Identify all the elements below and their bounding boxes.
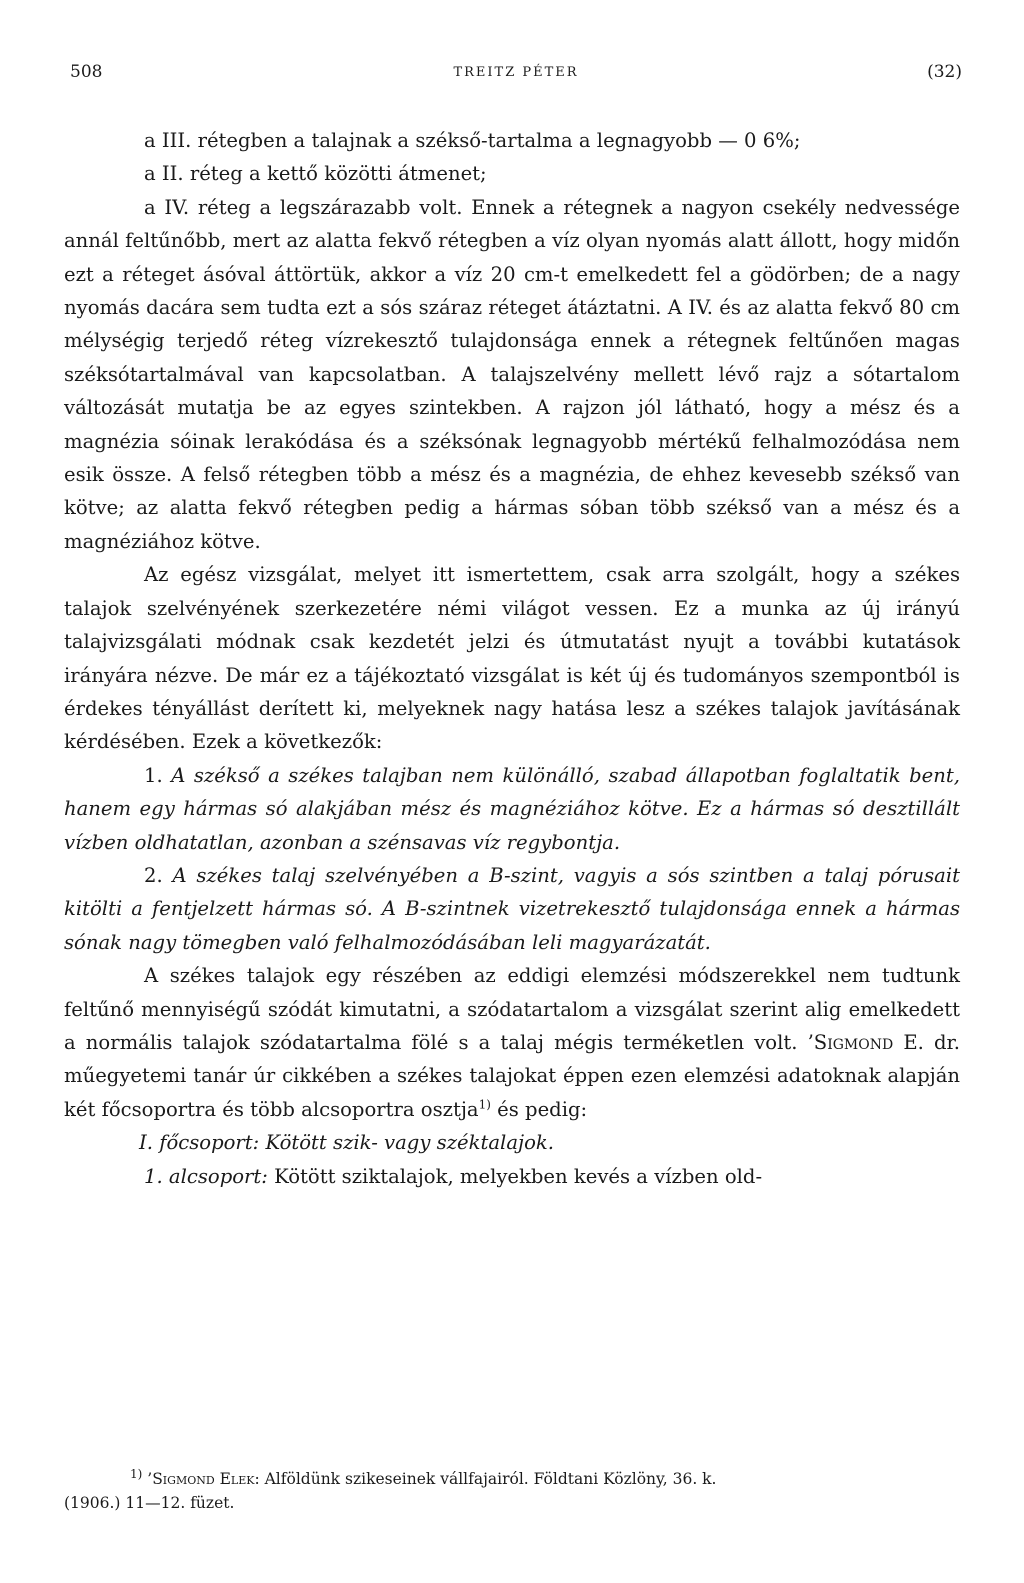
finding-1-number: 1. (144, 763, 163, 787)
paragraph-layer-iii: a III. rétegben a talajnak a székső-tartalma a legnagyobb — 0 6%; (144, 129, 801, 152)
running-title: TREITZ PÉTER (453, 65, 579, 80)
author-name: Sigmond (813, 1030, 894, 1054)
paragraph-classification (64, 959, 960, 1126)
finding-2 (64, 859, 960, 959)
section-number: (32) (927, 62, 962, 82)
finding-2-number: 2. (144, 863, 163, 887)
subgroup-line (64, 1160, 960, 1193)
finding-1-text: A székső a székes talajban nem különálló, szabad állapotban foglaltatik bent, hanem egy hármas só alakjában mész és magnéziához kötve. Ez a hármas só desztillált vízben oldhatatlan, azonban a szénsavas víz regybontja. (64, 763, 960, 854)
footnote-1 (64, 1467, 960, 1491)
finding-1 (64, 759, 960, 859)
finding-2-text: A székes talaj szelvényében a B-szint, vagyis a sós szintben a talaj pórusait kitölti a fentjelzett hármas só. A B-szintnek vizetrekesztő tulajdonsága ennek a hármas sónak nagy tömegben való felhalmozódásában leli magyarázatát. (64, 863, 960, 954)
paragraph-layer-ii: a II. réteg a kettő közötti átmenet; (144, 162, 487, 186)
classification-text-c: és pedig: (490, 1097, 588, 1121)
paragraph-layer-iv-text: a IV. réteg a legszárazabb volt. Ennek a rétegnek a nagyon csekély nedvessége annál feltűnőbb, mert az alatta fekvő rétegben a víz olyan nyomás alatt állott, hogy midőn ezt a réteget ásóval áttörtük, akkor a víz 20 cm-t emelkedett fel a gödörben; de a nagy nyomás dacára sem tudta ezt a sós száraz réteget átáztatni. A IV. és az alatta fekvő 80 cm mélységig terjedő réteg vízrekesztő tulajdonsága ennek a rétegnek feltűnően magas széksótartalmával van kapcsolatban. A talajszelvény mellett lévő rajz a sótartalom változását mutatja be az egyes szintekben. A rajzon jól látható, hogy a mész és a magnézia sóinak lerakódása és a széksónak legnagyobb mértékű felhalmozódása nem esik össze. A felső rétegben több a mész és a magnézia, de ehhez kevesebb székső van kötve; az alatta fekvő rétegben pedig a hármas sóban több székső van a mész és a magnéziához kötve. (64, 195, 960, 553)
footnote-author-pre: ’ (142, 1470, 153, 1488)
footnote-ref: 1) (478, 1097, 491, 1112)
body-text (64, 124, 960, 1193)
group-heading: I. főcsoport: Kötött szik- vagy széktalajok. (139, 1131, 554, 1155)
classification-text-a: A székes talajok egy részében az eddigi elemzési módszerekkel nem tudtunk feltűnő mennyiségű szódát kimutatni, a szódatartalom a vizsgálat szerint alig emelkedett a normális talajok szódatartalma fölé s a talaj mégis terméketlen volt. ’ (64, 964, 960, 1054)
page-number: 508 (70, 62, 103, 82)
classification-text-b: E. dr. műegyetemi tanár úr cikkében a székes talajokat éppen ezen elemzési adatoknak alapján két főcsoportra és több alcsoportra osztja (64, 1030, 960, 1121)
running-header (70, 62, 962, 86)
footnote-marker: 1) (130, 1466, 143, 1481)
footnote-citation: : Alföldünk szikeseinek vállfajairól. Földtani Közlöny, 36. k. (254, 1470, 717, 1488)
subgroup-label: 1. alcsoport: (144, 1164, 268, 1188)
paragraph-summary: Az egész vizsgálat, melyet itt ismertettem, csak arra szolgált, hogy a székes talajok szelvényének szerkezetére némi világot vessen. Ez a munka az új irányú talajvizsgálati módnak csak kezdetét jelzi és útmutatást nyujt a további kutatások irányára nézve. De már ez a tájékoztató vizsgálat is két új és tudományos szempontból is érdekes tényállást derített ki, melyeknek nagy hatása lesz a székes talajok javításának kérdésében. Ezek a következők: (64, 563, 960, 754)
footnote-author: Sigmond Elek (152, 1470, 255, 1488)
subgroup-text: Kötött sziktalajok, melyekben kevés a vízben old- (267, 1164, 763, 1188)
footnotes (64, 1467, 960, 1515)
paragraph-layer-iv (64, 191, 960, 558)
footnote-1-continued: (1906.) 11—12. füzet. (64, 1494, 235, 1512)
